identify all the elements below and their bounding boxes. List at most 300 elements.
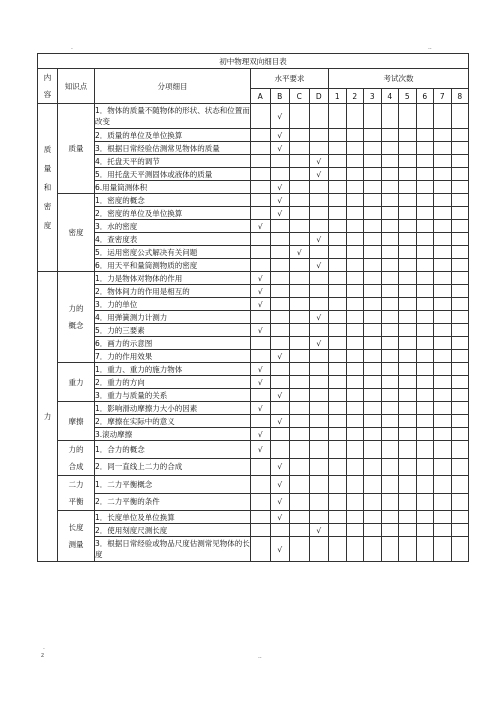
exam-count-cell <box>451 168 469 181</box>
exam-col-header: 3 <box>364 89 382 104</box>
exam-count-cell <box>381 402 399 415</box>
level-cell <box>309 272 329 285</box>
table-row <box>38 246 469 259</box>
level-cell <box>309 181 329 194</box>
exam-count-cell <box>399 524 417 537</box>
level-cell <box>309 324 329 337</box>
exam-count-cell <box>399 311 417 324</box>
level-cell <box>309 142 329 155</box>
level-cell <box>290 363 310 376</box>
exam-count-cell <box>399 259 417 272</box>
exam-count-cell <box>416 155 434 168</box>
exam-col-header: 5 <box>399 89 417 104</box>
item-cell: 2．重力的方向 <box>95 376 251 389</box>
exam-count-cell <box>381 537 399 562</box>
exam-count-cell <box>346 298 364 311</box>
level-cell <box>290 428 310 441</box>
exam-count-cell <box>381 441 399 459</box>
exam-count-cell <box>399 389 417 402</box>
category-cell: 质量和密度 <box>38 104 58 272</box>
level-check-mark: √ <box>270 458 290 476</box>
level-cell <box>309 402 329 415</box>
level-cell <box>309 129 329 142</box>
level-cell <box>251 524 271 537</box>
exam-count-cell <box>346 324 364 337</box>
exam-count-cell <box>399 350 417 363</box>
exam-count-cell <box>451 311 469 324</box>
exam-count-cell <box>346 350 364 363</box>
exam-count-cell <box>364 142 382 155</box>
exam-count-cell <box>451 220 469 233</box>
table-row <box>38 476 469 494</box>
level-cell <box>270 311 290 324</box>
knowledge-point-cell: 重力 <box>58 363 95 402</box>
exam-count-cell <box>329 168 347 181</box>
exam-count-cell <box>364 129 382 142</box>
exam-count-cell <box>364 458 382 476</box>
exam-count-cell <box>381 181 399 194</box>
level-cell <box>251 337 271 350</box>
item-cell: 1．二力平衡概念 <box>95 476 251 494</box>
exam-count-cell <box>381 298 399 311</box>
level-cell <box>290 142 310 155</box>
exam-count-cell <box>346 389 364 402</box>
exam-count-cell <box>381 246 399 259</box>
exam-count-cell <box>451 476 469 494</box>
table-row <box>38 311 469 324</box>
exam-count-cell <box>434 311 452 324</box>
exam-count-cell <box>346 428 364 441</box>
exam-count-cell <box>451 104 469 129</box>
level-cell <box>270 524 290 537</box>
header-exams: 考试次数 <box>329 69 469 89</box>
level-check-mark: √ <box>270 142 290 155</box>
exam-count-cell <box>399 207 417 220</box>
level-check-mark: √ <box>309 155 329 168</box>
exam-count-cell <box>381 337 399 350</box>
exam-count-cell <box>346 272 364 285</box>
exam-count-cell <box>416 285 434 298</box>
exam-count-cell <box>416 298 434 311</box>
exam-count-cell <box>329 181 347 194</box>
exam-count-cell <box>346 441 364 459</box>
level-check-mark: √ <box>270 104 290 129</box>
exam-count-cell <box>346 311 364 324</box>
exam-count-cell <box>416 129 434 142</box>
exam-count-cell <box>346 363 364 376</box>
level-cell <box>309 298 329 311</box>
exam-count-cell <box>451 350 469 363</box>
level-cell <box>251 458 271 476</box>
item-cell: 1．重力、重力的施力物体 <box>95 363 251 376</box>
exam-count-cell <box>416 168 434 181</box>
level-cell <box>270 376 290 389</box>
table-row <box>38 337 469 350</box>
exam-count-cell <box>346 458 364 476</box>
exam-count-cell <box>434 402 452 415</box>
level-cell <box>251 493 271 511</box>
exam-count-cell <box>451 259 469 272</box>
level-cell <box>290 168 310 181</box>
level-cell <box>251 511 271 524</box>
exam-count-cell <box>364 285 382 298</box>
level-check-mark: √ <box>251 376 271 389</box>
table-row <box>38 129 469 142</box>
exam-count-cell <box>381 458 399 476</box>
table-row <box>38 350 469 363</box>
level-check-mark: √ <box>290 246 310 259</box>
exam-count-cell <box>434 511 452 524</box>
exam-count-cell <box>346 476 364 494</box>
exam-count-cell <box>364 155 382 168</box>
level-cell <box>251 168 271 181</box>
exam-count-cell <box>346 285 364 298</box>
exam-count-cell <box>364 104 382 129</box>
knowledge-point-cell: 质量 <box>58 104 95 194</box>
item-cell: 3．根据日常经验或物品尺度估测常见物体的长度 <box>95 537 251 562</box>
level-check-mark: √ <box>270 181 290 194</box>
exam-count-cell <box>346 511 364 524</box>
exam-count-cell <box>451 428 469 441</box>
exam-count-cell <box>451 298 469 311</box>
exam-count-cell <box>364 220 382 233</box>
exam-count-cell <box>364 363 382 376</box>
exam-count-cell <box>399 298 417 311</box>
level-check-mark: √ <box>309 233 329 246</box>
level-cell <box>290 181 310 194</box>
item-cell: 2．摩擦在实际中的意义 <box>95 415 251 428</box>
level-cell <box>270 272 290 285</box>
exam-count-cell <box>364 376 382 389</box>
item-cell: 4．查密度表 <box>95 233 251 246</box>
exam-count-cell <box>451 441 469 459</box>
corner-mark: . <box>71 44 73 51</box>
exam-count-cell <box>346 181 364 194</box>
exam-count-cell <box>381 476 399 494</box>
exam-count-cell <box>451 324 469 337</box>
level-cell <box>290 207 310 220</box>
exam-count-cell <box>346 537 364 562</box>
level-check-mark: √ <box>270 493 290 511</box>
knowledge-point-cell: 二力平衡 <box>58 476 95 511</box>
item-cell: 2．密度的单位及单位换算 <box>95 207 251 220</box>
header-content: 内容 <box>38 69 58 104</box>
level-cell <box>290 311 310 324</box>
level-check-mark: √ <box>251 428 271 441</box>
level-cell <box>309 207 329 220</box>
exam-count-cell <box>346 402 364 415</box>
exam-count-cell <box>364 476 382 494</box>
item-cell: 5．力的三要素 <box>95 324 251 337</box>
exam-count-cell <box>329 511 347 524</box>
level-cell <box>290 441 310 459</box>
exam-count-cell <box>364 298 382 311</box>
level-cell <box>309 194 329 207</box>
exam-count-cell <box>329 389 347 402</box>
exam-count-cell <box>416 324 434 337</box>
knowledge-point-cell: 力的概念 <box>58 272 95 363</box>
exam-count-cell <box>329 441 347 459</box>
item-cell: 5．用托盘天平测固体或液体的质量 <box>95 168 251 181</box>
level-cell <box>309 415 329 428</box>
exam-count-cell <box>434 233 452 246</box>
knowledge-point-cell: 密度 <box>58 194 95 272</box>
exam-count-cell <box>416 337 434 350</box>
exam-count-cell <box>399 181 417 194</box>
exam-count-cell <box>329 220 347 233</box>
level-cell <box>251 142 271 155</box>
item-cell: 4．用弹簧测力计测力 <box>95 311 251 324</box>
exam-count-cell <box>451 129 469 142</box>
exam-count-cell <box>399 155 417 168</box>
exam-count-cell <box>416 194 434 207</box>
level-cell <box>270 259 290 272</box>
level-check-mark: √ <box>251 272 271 285</box>
exam-count-cell <box>399 476 417 494</box>
exam-count-cell <box>416 428 434 441</box>
exam-count-cell <box>346 194 364 207</box>
level-cell <box>309 104 329 129</box>
exam-count-cell <box>346 104 364 129</box>
table-row <box>38 376 469 389</box>
exam-count-cell <box>434 259 452 272</box>
exam-count-cell <box>451 155 469 168</box>
item-cell: 6.用量筒测体积 <box>95 181 251 194</box>
corner-mark: .. <box>258 653 262 660</box>
level-check-mark: √ <box>270 389 290 402</box>
exam-count-cell <box>364 324 382 337</box>
level-check-mark: √ <box>270 207 290 220</box>
level-cell <box>290 415 310 428</box>
exam-count-cell <box>434 220 452 233</box>
exam-count-cell <box>399 458 417 476</box>
level-cell <box>290 389 310 402</box>
level-cell <box>290 104 310 129</box>
level-cell <box>270 324 290 337</box>
level-cell <box>270 246 290 259</box>
exam-count-cell <box>399 194 417 207</box>
exam-count-cell <box>434 272 452 285</box>
exam-count-cell <box>346 415 364 428</box>
level-cell <box>290 285 310 298</box>
exam-count-cell <box>381 168 399 181</box>
exam-count-cell <box>346 233 364 246</box>
item-cell: 3．根据日常经验估测常见物体的质量 <box>95 142 251 155</box>
exam-count-cell <box>381 129 399 142</box>
exam-count-cell <box>434 376 452 389</box>
exam-count-cell <box>434 181 452 194</box>
level-check-mark: √ <box>270 350 290 363</box>
level-check-mark: √ <box>251 220 271 233</box>
exam-col-header: 8 <box>451 89 469 104</box>
level-cell <box>270 298 290 311</box>
level-check-mark: √ <box>270 476 290 494</box>
level-cell <box>309 537 329 562</box>
exam-count-cell <box>416 272 434 285</box>
exam-count-cell <box>416 350 434 363</box>
exam-count-cell <box>416 402 434 415</box>
exam-count-cell <box>364 259 382 272</box>
exam-count-cell <box>346 129 364 142</box>
exam-count-cell <box>416 524 434 537</box>
level-check-mark: √ <box>251 324 271 337</box>
item-cell: 2．二力平衡的条件 <box>95 493 251 511</box>
exam-count-cell <box>381 324 399 337</box>
table-row <box>38 155 469 168</box>
exam-count-cell <box>329 458 347 476</box>
level-cell <box>290 233 310 246</box>
level-cell <box>309 458 329 476</box>
level-check-mark: √ <box>309 168 329 181</box>
exam-count-cell <box>399 415 417 428</box>
level-check-mark: √ <box>270 537 290 562</box>
exam-count-cell <box>329 129 347 142</box>
exam-count-cell <box>346 246 364 259</box>
level-cell <box>290 272 310 285</box>
exam-count-cell <box>346 207 364 220</box>
spec-table <box>37 53 469 562</box>
exam-count-cell <box>346 155 364 168</box>
exam-count-cell <box>416 259 434 272</box>
table-row <box>38 285 469 298</box>
level-cell <box>251 181 271 194</box>
level-cell <box>309 246 329 259</box>
corner-mark: . <box>43 644 45 651</box>
exam-count-cell <box>364 194 382 207</box>
exam-count-cell <box>399 402 417 415</box>
exam-count-cell <box>329 207 347 220</box>
level-cell <box>270 220 290 233</box>
exam-count-cell <box>399 537 417 562</box>
level-cell <box>251 129 271 142</box>
level-cell <box>251 350 271 363</box>
table-row <box>38 298 469 311</box>
level-cell <box>290 402 310 415</box>
item-cell: 1．力是物体对物体的作用 <box>95 272 251 285</box>
exam-count-cell <box>399 511 417 524</box>
level-cell <box>251 104 271 129</box>
exam-count-cell <box>381 155 399 168</box>
level-cell <box>270 155 290 168</box>
item-cell: 5．运用密度公式解决有关问题 <box>95 246 251 259</box>
exam-count-cell <box>329 155 347 168</box>
level-cell <box>290 350 310 363</box>
exam-count-cell <box>416 493 434 511</box>
exam-col-header: 4 <box>381 89 399 104</box>
table-row <box>38 207 469 220</box>
item-cell: 1．影响滑动摩擦力大小的因素 <box>95 402 251 415</box>
level-cell <box>309 476 329 494</box>
level-cell <box>251 415 271 428</box>
level-check-mark: √ <box>309 259 329 272</box>
item-cell: 1．合力的概念 <box>95 441 251 459</box>
exam-count-cell <box>399 363 417 376</box>
level-cell <box>251 259 271 272</box>
exam-count-cell <box>416 476 434 494</box>
exam-count-cell <box>329 428 347 441</box>
exam-count-cell <box>329 537 347 562</box>
exam-count-cell <box>451 511 469 524</box>
level-cell <box>290 298 310 311</box>
exam-count-cell <box>416 511 434 524</box>
level-cell <box>251 476 271 494</box>
knowledge-point-cell: 长度测量 <box>58 511 95 562</box>
level-cell <box>270 428 290 441</box>
exam-count-cell <box>416 142 434 155</box>
exam-count-cell <box>416 233 434 246</box>
item-cell: 6．用天平和量筒测物质的密度 <box>95 259 251 272</box>
exam-count-cell <box>381 389 399 402</box>
exam-count-cell <box>381 142 399 155</box>
item-cell: 2．使用刻度尺测长度 <box>95 524 251 537</box>
exam-count-cell <box>364 493 382 511</box>
exam-count-cell <box>364 337 382 350</box>
level-cell <box>290 537 310 562</box>
level-cell <box>290 337 310 350</box>
exam-count-cell <box>364 272 382 285</box>
exam-count-cell <box>329 402 347 415</box>
exam-count-cell <box>329 337 347 350</box>
exam-count-cell <box>399 337 417 350</box>
level-cell <box>309 428 329 441</box>
level-cell <box>251 246 271 259</box>
exam-count-cell <box>416 415 434 428</box>
exam-count-cell <box>346 220 364 233</box>
exam-count-cell <box>451 194 469 207</box>
exam-count-cell <box>399 272 417 285</box>
exam-count-cell <box>364 246 382 259</box>
exam-count-cell <box>416 220 434 233</box>
exam-count-cell <box>416 311 434 324</box>
exam-count-cell <box>381 376 399 389</box>
exam-count-cell <box>346 376 364 389</box>
exam-count-cell <box>399 324 417 337</box>
exam-count-cell <box>346 259 364 272</box>
level-cell <box>309 493 329 511</box>
table-row <box>38 493 469 511</box>
exam-count-cell <box>399 104 417 129</box>
table-row <box>38 272 469 285</box>
exam-count-cell <box>346 493 364 511</box>
exam-count-cell <box>434 441 452 459</box>
exam-count-cell <box>381 511 399 524</box>
exam-count-cell <box>399 428 417 441</box>
exam-count-cell <box>329 350 347 363</box>
exam-count-cell <box>416 537 434 562</box>
exam-count-cell <box>346 168 364 181</box>
level-cell <box>290 458 310 476</box>
exam-count-cell <box>434 129 452 142</box>
exam-count-cell <box>364 428 382 441</box>
exam-count-cell <box>329 476 347 494</box>
exam-count-cell <box>434 415 452 428</box>
item-cell: 1．密度的概念 <box>95 194 251 207</box>
level-cell <box>290 524 310 537</box>
exam-count-cell <box>434 363 452 376</box>
header-items: 分项细目 <box>95 69 251 104</box>
exam-count-cell <box>434 389 452 402</box>
item-cell: 1．物体的质量不随物体的形状、状态和位置而改变 <box>95 104 251 129</box>
level-col-header: C <box>290 89 310 104</box>
level-cell <box>270 337 290 350</box>
level-cell <box>251 537 271 562</box>
header-level: 水平要求 <box>251 69 329 89</box>
exam-count-cell <box>399 129 417 142</box>
item-cell: 3．水的密度 <box>95 220 251 233</box>
exam-count-cell <box>329 142 347 155</box>
exam-count-cell <box>451 402 469 415</box>
level-cell <box>251 389 271 402</box>
